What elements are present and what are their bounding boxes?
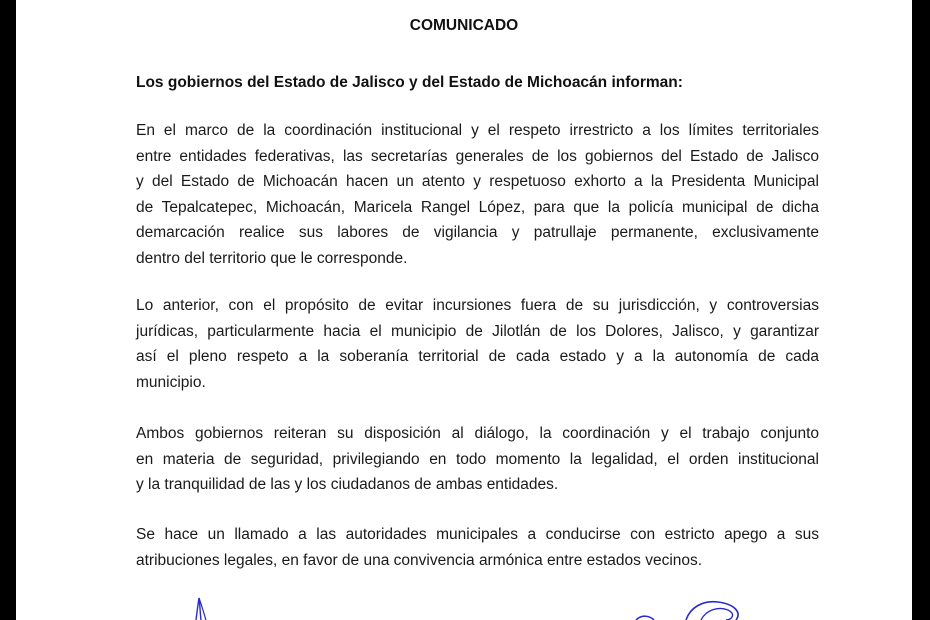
paragraph-line: demarcación realice sus labores de vigilancia y patrullaje permanente, exclusivamente: [136, 224, 819, 241]
paragraph-line: y del Estado de Michoacán hacen un atento y respetuoso exhorto a la Presidenta Municipal: [136, 173, 819, 190]
paragraph-line: y la tranquilidad de las y los ciudadanos de ambas entidades.: [136, 476, 559, 493]
signature-left: [166, 590, 236, 620]
paragraph-line: en materia de seguridad, privilegiando en todo momento la legalidad, el orden institucional: [136, 450, 819, 468]
document-page: [16, 0, 912, 620]
paragraph-line: atribuciones legales, en favor de una convivencia armónica entre estados vecinos.: [136, 551, 703, 569]
paragraph-line: jurídicas, particularmente hacia el municipio de Jilotlán de los Dolores, Jalisco, y garantizar: [136, 322, 819, 340]
paragraph-line: así el pleno respeto a la soberanía territorial de cada estado y a la autonomía de cada: [136, 348, 819, 365]
paragraph-line: Lo anterior, con el propósito de evitar incursiones fuera de su jurisdicción, y controversias: [136, 297, 819, 314]
paragraph-line: municipio.: [136, 373, 206, 391]
paragraph-2: [136, 293, 819, 395]
paragraph-line: entre entidades federativas, las secretarías generales de los gobiernos del Estado de Jalisco: [136, 147, 819, 165]
document-lead: Los gobiernos del Estado de Jalisco y del Estado de Michoacán informan:: [136, 74, 683, 91]
paragraph-line: Ambos gobiernos reiteran su disposición al diálogo, la coordinación y el trabajo conjunto: [136, 425, 819, 442]
paragraph-line: de Tepalcatepec, Michoacán, Maricela Rangel López, para que la policía municipal de dicha: [136, 198, 819, 216]
paragraph-line: Se hace un llamado a las autoridades municipales a conducirse con estricto apego a sus: [136, 526, 819, 543]
paragraph-4: [136, 522, 819, 573]
document-title: COMUNICADO: [409, 17, 519, 34]
signature-right: [606, 590, 766, 620]
paragraph-3: [136, 421, 819, 498]
paragraph-line: dentro del territorio que le corresponde.: [136, 249, 408, 267]
paragraph-line: En el marco de la coordinación institucional y el respeto irrestricto a los límites territoriales: [136, 122, 819, 139]
paragraph-1: [136, 118, 819, 271]
